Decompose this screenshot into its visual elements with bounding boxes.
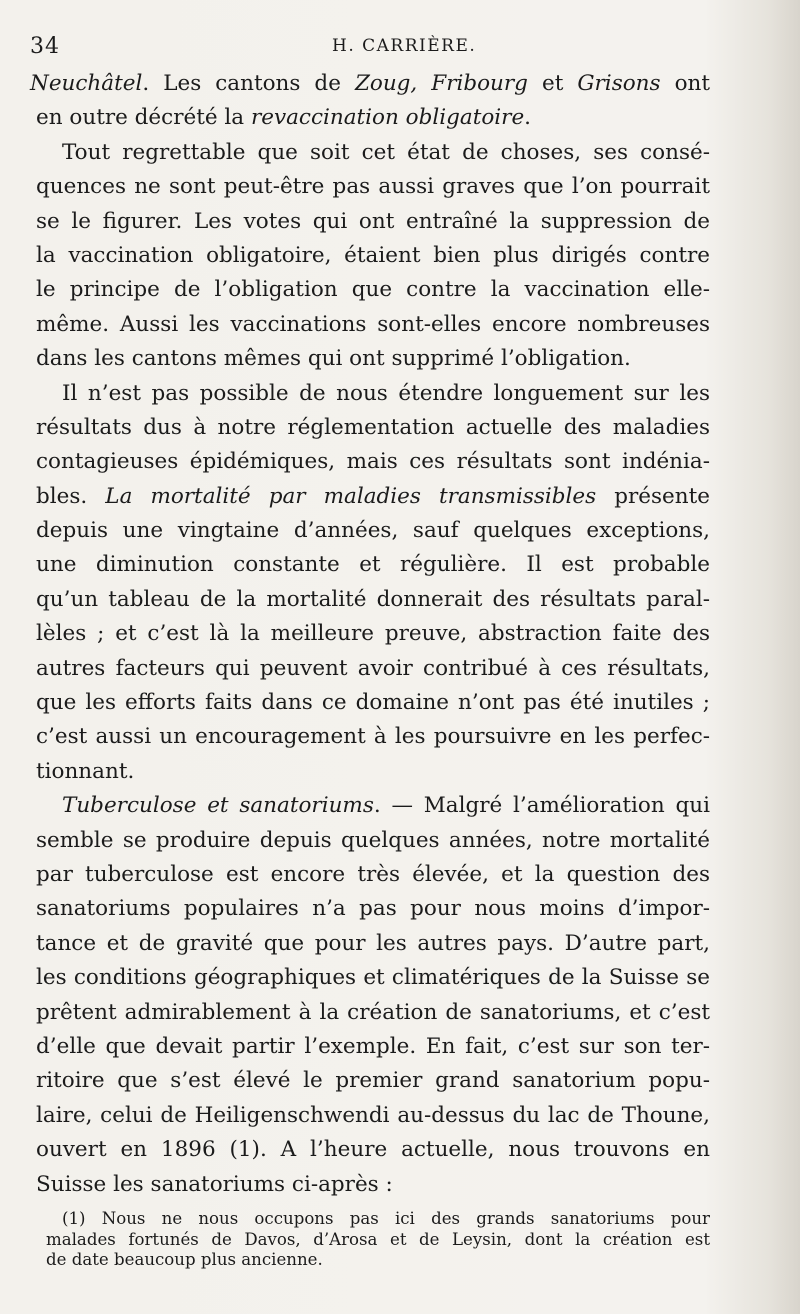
page-number: 34: [30, 34, 60, 59]
text-line: [36, 824, 710, 858]
text-segment: autres facteurs qui peuvent avoir contribué à ces résultats,: [36, 655, 710, 681]
text-segment: Il n’est pas possible de nous étendre longuement sur les: [62, 380, 710, 406]
text-line: [36, 927, 710, 961]
text-segment: le principe de l’obligation que contre la vaccination elle-: [36, 277, 710, 303]
text-segment: présente: [596, 483, 710, 509]
text-segment: lèles ; et c’est là la meilleure preuve, abstraction faite des: [36, 621, 710, 647]
text-line: [36, 686, 710, 720]
italic-text: Grisons: [577, 71, 661, 96]
text-line: [36, 342, 710, 376]
text-line: [36, 377, 710, 411]
text-segment: résultats dus à notre réglementation actuelle des maladies: [36, 414, 710, 440]
text-line: [36, 308, 710, 342]
text-line: [36, 1168, 710, 1202]
text-line: [36, 136, 710, 170]
text-line: [36, 548, 710, 582]
text-line: [36, 170, 710, 204]
text-segment: ont: [660, 71, 710, 96]
text-segment: laire, celui de Heiligenschwendi au-dessus du lac de Thoune,: [36, 1102, 710, 1128]
paragraph: [36, 377, 710, 790]
text-segment: sanatoriums populaires n’a pas pour nous moins d’impor-: [36, 896, 710, 922]
text-line: [36, 652, 710, 686]
text-line: [36, 445, 710, 479]
text-line: [36, 789, 710, 823]
text-line: [36, 996, 710, 1030]
text-segment: tance et de gravité que pour les autres pays. D’autre part,: [36, 930, 710, 956]
text-line: [36, 720, 710, 754]
text-segment: dans les cantons mêmes qui ont supprimé l’obligation.: [36, 346, 631, 372]
text-line: [36, 1099, 710, 1133]
text-segment: prêtent admirablement à la création de sanatoriums, et c’est: [36, 999, 710, 1025]
text-line: [36, 583, 710, 617]
text-segment: bles.: [36, 483, 106, 509]
text-segment: quences ne sont peut-être pas aussi graves que l’on pourrait: [36, 174, 710, 200]
text-line: [36, 617, 710, 651]
text-line: [30, 67, 710, 101]
footnote-line: (1) Nous ne nous occupons pas ici des grands sanatoriums pour: [62, 1209, 710, 1228]
text-segment: c’est aussi un encouragement à les poursuivre en les perfec-: [36, 724, 710, 750]
italic-text: Zoug, Fribourg: [354, 71, 528, 96]
text-segment: tionnant.: [36, 758, 135, 784]
text-line: [36, 273, 710, 307]
text-segment: la vaccination obligatoire, étaient bien plus dirigés contre: [36, 242, 710, 268]
text-segment: . — Malgré l’amélioration qui: [373, 793, 710, 819]
text-segment: et: [527, 71, 578, 96]
text-segment: une diminution constante et régulière. Il est probable: [36, 552, 710, 578]
text-segment: même. Aussi les vaccinations sont-elles encore nombreuses: [36, 311, 710, 337]
italic-text: revaccination obligatoire: [250, 105, 525, 131]
text-segment: qu’un tableau de la mortalité donnerait des résultats paral-: [36, 586, 710, 612]
text-segment: .: [524, 105, 532, 131]
text-segment: . Les cantons de: [142, 71, 355, 96]
text-line: [36, 514, 710, 548]
text-line: [36, 101, 710, 135]
paragraph: [36, 789, 710, 1202]
text-line: [36, 239, 710, 273]
body-text: [30, 67, 710, 1202]
text-segment: par tuberculose est encore très élevée, et la question des: [36, 861, 710, 887]
page-header: [30, 34, 740, 64]
text-segment: Tout regrettable que soit cet état de choses, ses consé-: [62, 139, 710, 165]
text-line: [36, 480, 710, 514]
text-line: [36, 1030, 710, 1064]
text-segment: Suisse les sanatoriums ci-après :: [36, 1171, 393, 1197]
text-segment: contagieuses épidémiques, mais ces résultats sont indénia-: [36, 449, 710, 475]
text-segment: d’elle que devait partir l’exemple. En fait, c’est sur son ter-: [36, 1033, 710, 1059]
running-title: H. CARRIÈRE.: [332, 36, 477, 56]
text-line: [36, 1133, 710, 1167]
footnote: [46, 1209, 710, 1271]
footnote-line: de date beaucoup plus ancienne.: [46, 1250, 323, 1269]
text-line: [36, 205, 710, 239]
text-segment: que les efforts faits dans ce domaine n’ont pas été inutiles ;: [36, 690, 710, 716]
text-segment: les conditions géographiques et climatériques de la Suisse se: [36, 965, 710, 991]
text-segment: se le figurer. Les votes qui ont entraîné la suppression de: [36, 208, 710, 234]
italic-text: Neuchâtel: [30, 71, 143, 96]
footnote-line: malades fortunés de Davos, d’Arosa et de Leysin, dont la création est: [46, 1229, 710, 1249]
text-line: [36, 892, 710, 926]
paragraph: [30, 67, 710, 136]
text-segment: en outre décrété la: [36, 105, 251, 131]
text-segment: depuis une vingtaine d’années, sauf quelques exceptions,: [36, 518, 710, 544]
text-line: [36, 411, 710, 445]
italic-text: Tuberculose et sanatoriums: [62, 793, 374, 819]
text-segment: ouvert en 1896 (1). A l’heure actuelle, nous trouvons en: [36, 1137, 710, 1163]
text-segment: ritoire que s’est élevé le premier grand sanatorium popu-: [36, 1068, 710, 1094]
text-line: [36, 1064, 710, 1098]
text-segment: semble se produire depuis quelques années, notre mortalité: [36, 827, 710, 853]
text-line: [36, 961, 710, 995]
paragraph: [36, 136, 710, 377]
text-line: [36, 858, 710, 892]
italic-text: La mortalité par maladies transmissibles: [105, 483, 597, 509]
text-line: [36, 755, 710, 789]
